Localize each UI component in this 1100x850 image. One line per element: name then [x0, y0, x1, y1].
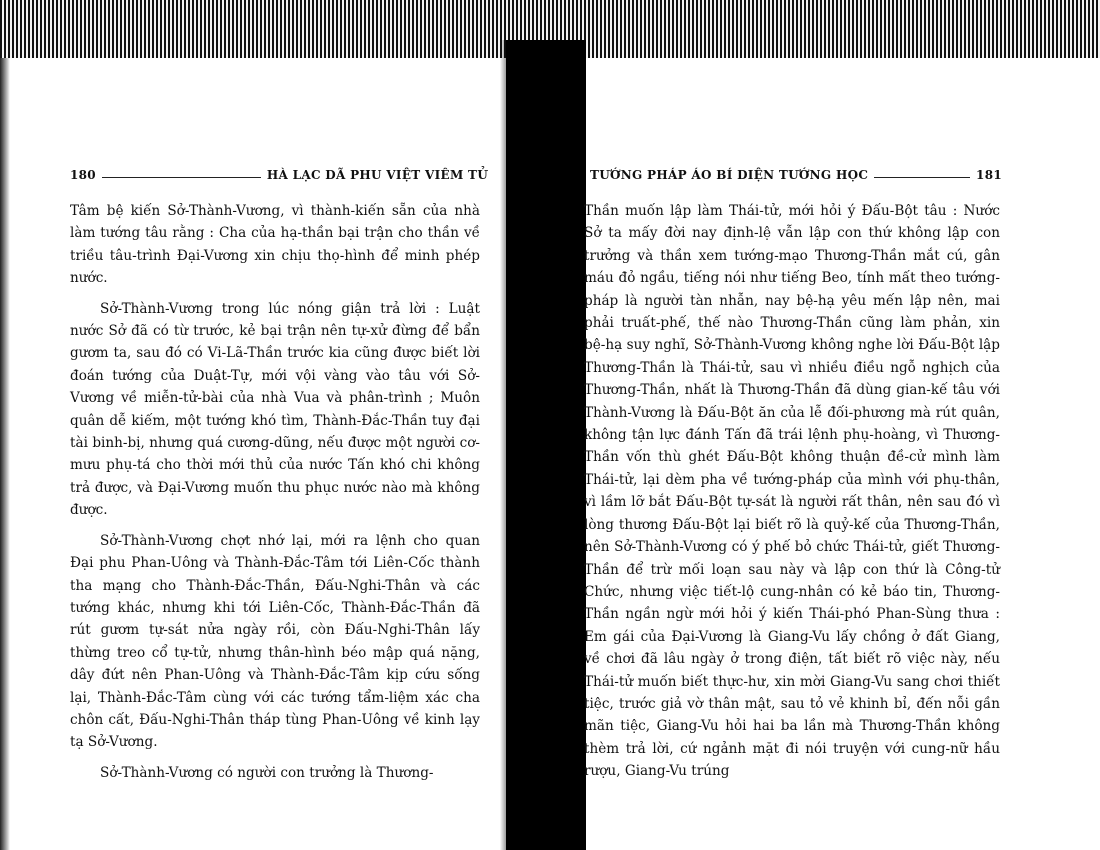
paragraph: Tâm bệ kiến Sở-Thành-Vương, vì thành-kiến sẵn của nhà làm tướng tâu rằng : Cha của hạ-thần bại trận cho thần về triều tâu-trình Đại-Vương xin chịu thọ-hình để minh phép nước.	[70, 203, 480, 287]
right-page-number: 181	[976, 168, 1002, 182]
right-page-header	[590, 160, 1002, 182]
left-page	[48, 0, 488, 850]
paragraph: Sở-Thành-Vương chợt nhớ lại, mới ra lệnh cho quan Đại phu Phan-Uông và Thành-Đắc-Tâm tới Liên-Cốc thành tha mạng cho Thành-Đắc-Thần, Đấu-Nghi-Thân và các tướng khác, nhưng khi tới Liên-Cốc, Thành-Đắc-Thần đã rút gươm tự-sát nửa ngày rồi, còn Đấu-Nghi-Thân lấy thừng treo cổ tự-tử, nhưng thân-hình béo mập quá nặng, dây đứt nên Phan-Uông và Thành-Đắc-Tâm kịp cứu sống lại, Thành-Đắc-Tâm cùng với các tướng tẩm-liệm xác cha chôn cất, Đấu-Nghi-Thân tháp tùng Phan-Uông về kinh lạy tạ Sở-Vương.	[70, 532, 480, 751]
right-running-title: TƯỚNG PHÁP ÁO BÍ DIỆN TƯỚNG HỌC	[590, 168, 869, 182]
paragraph: Sở-Thành-Vương có người con trưởng là Thương-	[100, 764, 434, 781]
paragraph: Sở-Thành-Vương trong lúc nóng giận trả lời : Luật nước Sở đã có từ trước, kẻ bại trận nên tự-xử đừng để bẩn gươm ta, sau đó có Vi-Lã-Thần trước kia cũng được biết lời đoán tướng của Duật-Tự, mới vội vàng vào tâu với Sở-Vương về miễn-tử-bài của nhà Vua và phân-trình ; Muôn quân dễ kiếm, một tướng khó tìm, Thành-Đắc-Thần tuy đại tài binh-bị, nhưng quá cương-dũng, nếu được một người cơ-mưu phụ-tá cho thời mới thủ của nước Tấn khó chi không trả được, và Đại-Vương muốn thu phục nước nào mà không được.	[70, 300, 480, 519]
book-gutter	[506, 40, 586, 850]
header-rule	[874, 177, 970, 178]
gutter-shadow	[500, 40, 514, 850]
left-running-title: HÀ LẠC DÃ PHU VIỆT VIÊM TỬ	[266, 168, 488, 182]
header-rule	[102, 177, 261, 178]
right-page-body	[584, 200, 1000, 791]
left-page-number: 180	[70, 168, 96, 182]
right-page	[582, 0, 1012, 850]
scan-edge-shadow	[0, 58, 10, 850]
left-page-body	[70, 200, 480, 792]
paragraph: Thần muốn lập làm Thái-tử, mới hỏi ý Đấu-Bột tâu : Nước Sở ta mấy đời nay định-lệ vẫn lập con thứ không lập con trưởng và thần xem tướng-mạo Thương-Thần mắt cú, gân máu đỏ ngầu, tiếng nói như tiếng Beo, tính mất theo tướng-pháp là người tàn nhẫn, nay bệ-hạ yêu mến lập nên, mai phải truất-phế, thế nào Thương-Thần cũng làm phản, xin bệ-hạ suy nghĩ, Sở-Thành-Vương không nghe lời Đấu-Bột lập Thương-Thần là Thái-tử, sau vì nhiều điều ngỗ nghịch của Thương-Thần, nhất là Thương-Thần đã dùng gian-kế tâu với Thành-Vương là Đấu-Bột ăn của lễ đối-phương mà rút quân, không tận lực đánh Tấn đã trái lệnh phụ-hoàng, vì Thương-Thần vốn thù ghét Đấu-Bột không thuận đề-cử mình làm Thái-tử, lại dèm pha về tướng-pháp của mình với phụ-thân, vì lầm lỡ bắt Đấu-Bột tự-sát là người rất thân, nên sau đó vì lòng thương Đấu-Bột lại biết rõ là quỷ-kế của Thương-Thần, nên Sở-Thành-Vương có ý phế bỏ chức Thái-tử, giết Thương-Thần để trừ mối loạn sau này và lập con thứ là Công-tử Chức, nhưng việc tiết-lộ cung-nhân có kẻ báo tin, Thương-Thần ngần ngừ mới hỏi ý kiến Thái-phó Phan-Sùng thưa : Em gái của Đại-Vương là Giang-Vu lấy chồng ở đất Giang, về chơi đã lâu ngày ở trong điện, tất biết rõ việc này, nếu Thái-tử muốn biết thực-hư, xin mời Giang-Vu sang chơi thiết tiệc, trước giả vờ thân mật, sau tỏ vẻ khinh bỉ, đến nỗi gần mãn tiệc, Giang-Vu hỏi hai ba lần mà Thương-Thần không thèm trả lời, cứ ngảnh mặt đi nói truyện với cung-nữ hầu rượu, Giang-Vu trúng	[584, 203, 1000, 780]
left-page-header	[70, 160, 488, 182]
